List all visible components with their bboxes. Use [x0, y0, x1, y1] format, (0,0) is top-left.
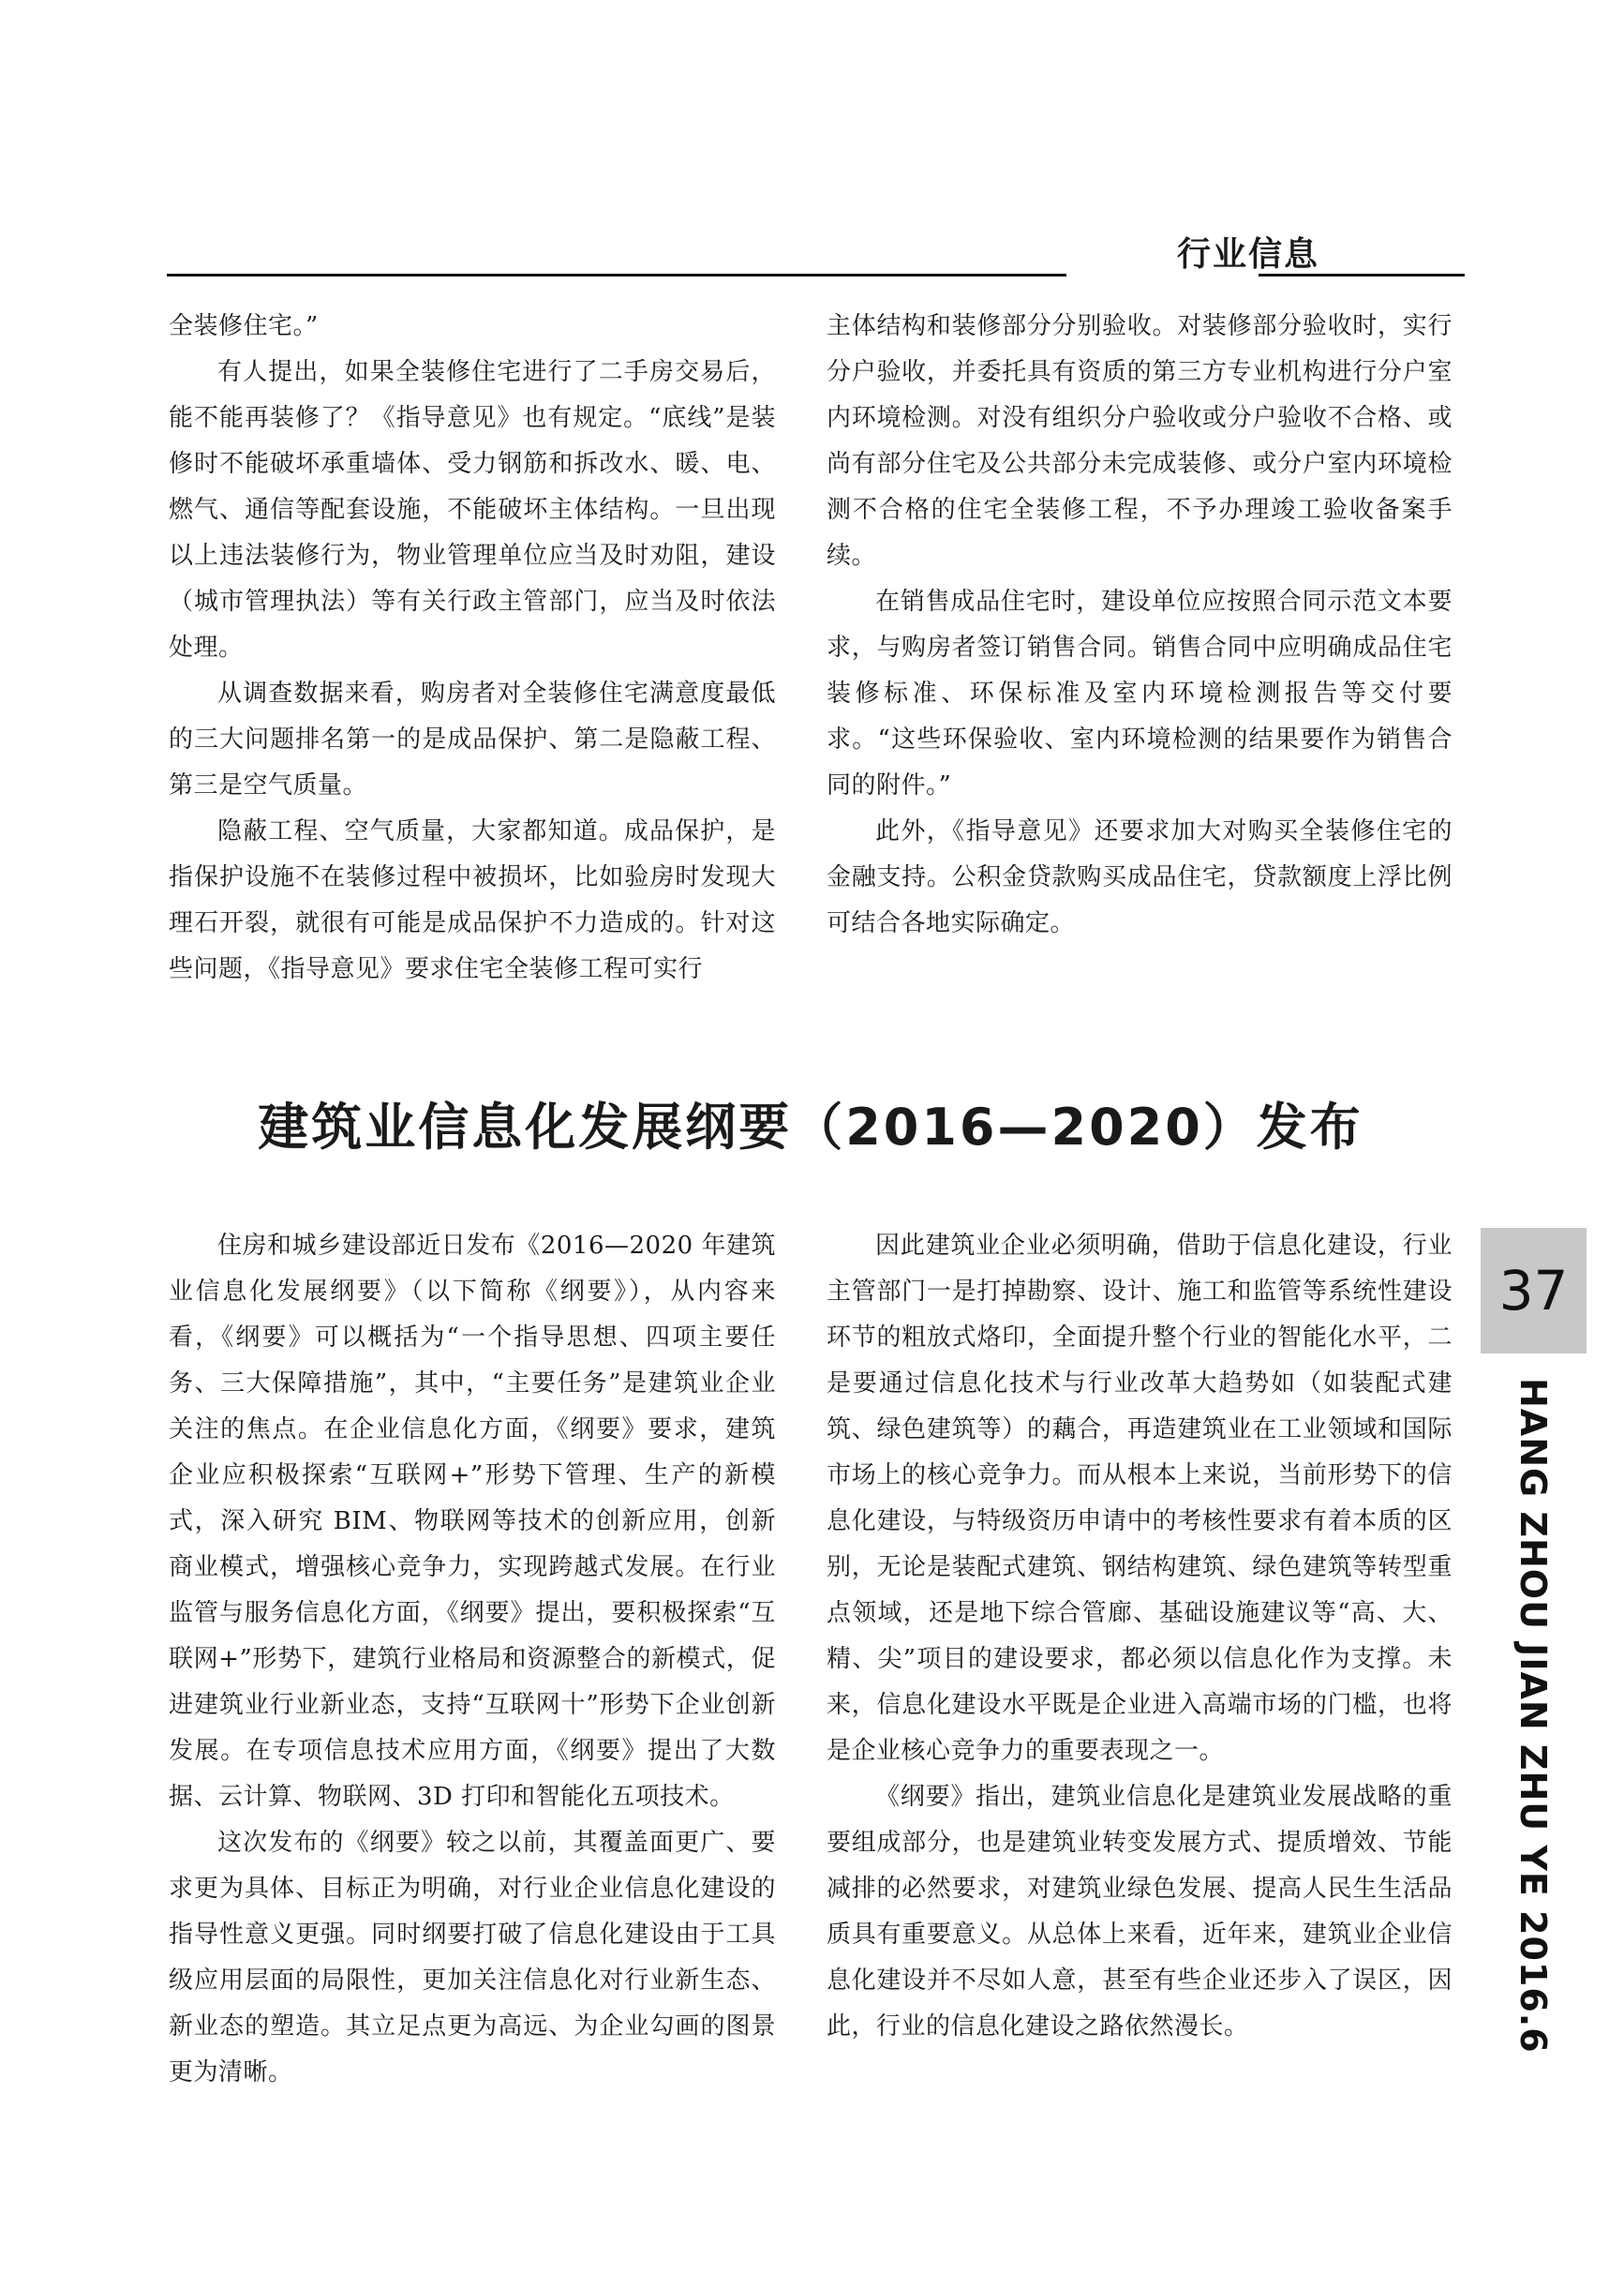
- paragraph: 从调查数据来看，购房者对全装修住宅满意度最低的三大问题排名第一的是成品保护、第二是隐蔽工程、第三是空气质量。: [169, 680, 776, 800]
- paragraph: 因此建筑业企业必须明确，借助于信息化建设，行业主管部门一是打掉勘察、设计、施工和监管等系统性建设环节的粗放式烙印，全面提升整个行业的智能化水平，二是要通过信息化技术与行业改革大趋势如（如装配式建筑、绿色建筑等）的藕合，再造建筑业在工业领域和国际市场上的核心竞争力。而从根本上来说，当前形势下的信息化建设，与特级资历申请中的考核性要求有着本质的区别，无论是装配式建筑、钢结构建筑、绿色建筑等转型重点领域，还是地下综合管廊、基础设施建议等“高、大、精、尖”项目的建设要求，都必须以信息化作为支撑。未来，信息化建设水平既是企业进入高端市场的门槛，也将是企业核心竞争力的重要表现之一。: [827, 1232, 1453, 1765]
- header-rule-left: [167, 274, 1066, 277]
- running-title: HANG ZHOU JIAN ZHU YE 2016.6: [1512, 1378, 1554, 2054]
- section-label: 行业信息: [1176, 235, 1319, 274]
- top-right-column: [827, 304, 1453, 947]
- article-right-column: [827, 1223, 1453, 2050]
- page-number: 37: [1498, 1259, 1569, 1323]
- paragraph: 隐蔽工程、空气质量，大家都知道。成品保护，是指保护设施不在装修过程中被损坏，比如验房时发现大理石开裂，就很有可能是成品保护不力造成的。针对这些问题，《指导意见》要求住宅全装修工程可实行: [169, 817, 776, 983]
- paragraph: 住房和城乡建设部近日发布《2016—2020 年建筑业信息化发展纲要》（以下简称《纲要》），从内容来看，《纲要》可以概括为“一个指导思想、四项主要任务、三大保障措施”，其中，“主要任务”是建筑业企业关注的焦点。在企业信息化方面，《纲要》要求，建筑企业应积极探索“互联网+”形势下管理、生产的新模式，深入研究 BIM、物联网等技术的创新应用，创新商业模式，增强核心竞争力，实现跨越式发展。在行业监管与服务信息化方面，《纲要》提出，要积极探索“互联网+”形势下，建筑行业格局和资源整合的新模式，促进建筑业行业新业态，支持“互联网十”形势下企业创新发展。在专项信息技术应用方面，《纲要》提出了大数据、云计算、物联网、3D 打印和智能化五项技术。: [169, 1232, 776, 1811]
- paragraph: 在销售成品住宅时，建设单位应按照合同示范文本要求，与购房者签订销售合同。销售合同中应明确成品住宅装修标准、环保标准及室内环境检测报告等交付要求。“这些环保验收、室内环境检测的结果要作为销售合同的附件。”: [827, 588, 1453, 800]
- article-left-column: [169, 1223, 776, 2096]
- paragraph: 《纲要》指出，建筑业信息化是建筑业发展战略的重要组成部分，也是建筑业转变发展方式、提质增效、节能减排的必然要求，对建筑业绿色发展、提高人民生生活品质具有重要意义。从总体上来看，近年来，建筑业企业信息化建设并不尽如人意，甚至有些企业还步入了误区，因此，行业的信息化建设之路依然漫长。: [827, 1783, 1453, 2041]
- paragraph: 全装修住宅。”: [169, 312, 319, 340]
- paragraph: 这次发布的《纲要》较之以前，其覆盖面更广、要求更为具体、目标正为明确，对行业企业信息化建设的指导性意义更强。同时纲要打破了信息化建设由于工具级应用层面的局限性，更加关注信息化对行业新生态、新业态的塑造。其立足点更为高远、为企业勾画的图景更为清晰。: [169, 1829, 776, 2086]
- header-rule-right: [1259, 274, 1465, 277]
- article-title: 建筑业信息化发展纲要（2016—2020）发布: [258, 1098, 1363, 1157]
- paragraph: 主体结构和装修部分分别验收。对装修部分验收时，实行分户验收，并委托具有资质的第三方专业机构进行分户室内环境检测。对没有组织分户验收或分户验收不合格、或尚有部分住宅及公共部分未完成装修、或分户室内环境检测不合格的住宅全装修工程，不予办理竣工验收备案手续。: [827, 312, 1453, 570]
- page-number-tab: [1481, 1228, 1587, 1353]
- top-left-column: [169, 304, 776, 993]
- section-header: [167, 234, 1451, 281]
- paragraph: 有人提出，如果全装修住宅进行了二手房交易后，能不能再装修了？《指导意见》也有规定。“底线”是装修时不能破坏承重墙体、受力钢筋和拆改水、暖、电、燃气、通信等配套设施，不能破坏主体结构。一旦出现以上违法装修行为，物业管理单位应当及时劝阻，建设（城市管理执法）等有关行政主管部门，应当及时依法处理。: [169, 358, 776, 662]
- paragraph: 此外，《指导意见》还要求加大对购买全装修住宅的金融支持。公积金贷款购买成品住宅，贷款额度上浮比例可结合各地实际确定。: [827, 817, 1453, 937]
